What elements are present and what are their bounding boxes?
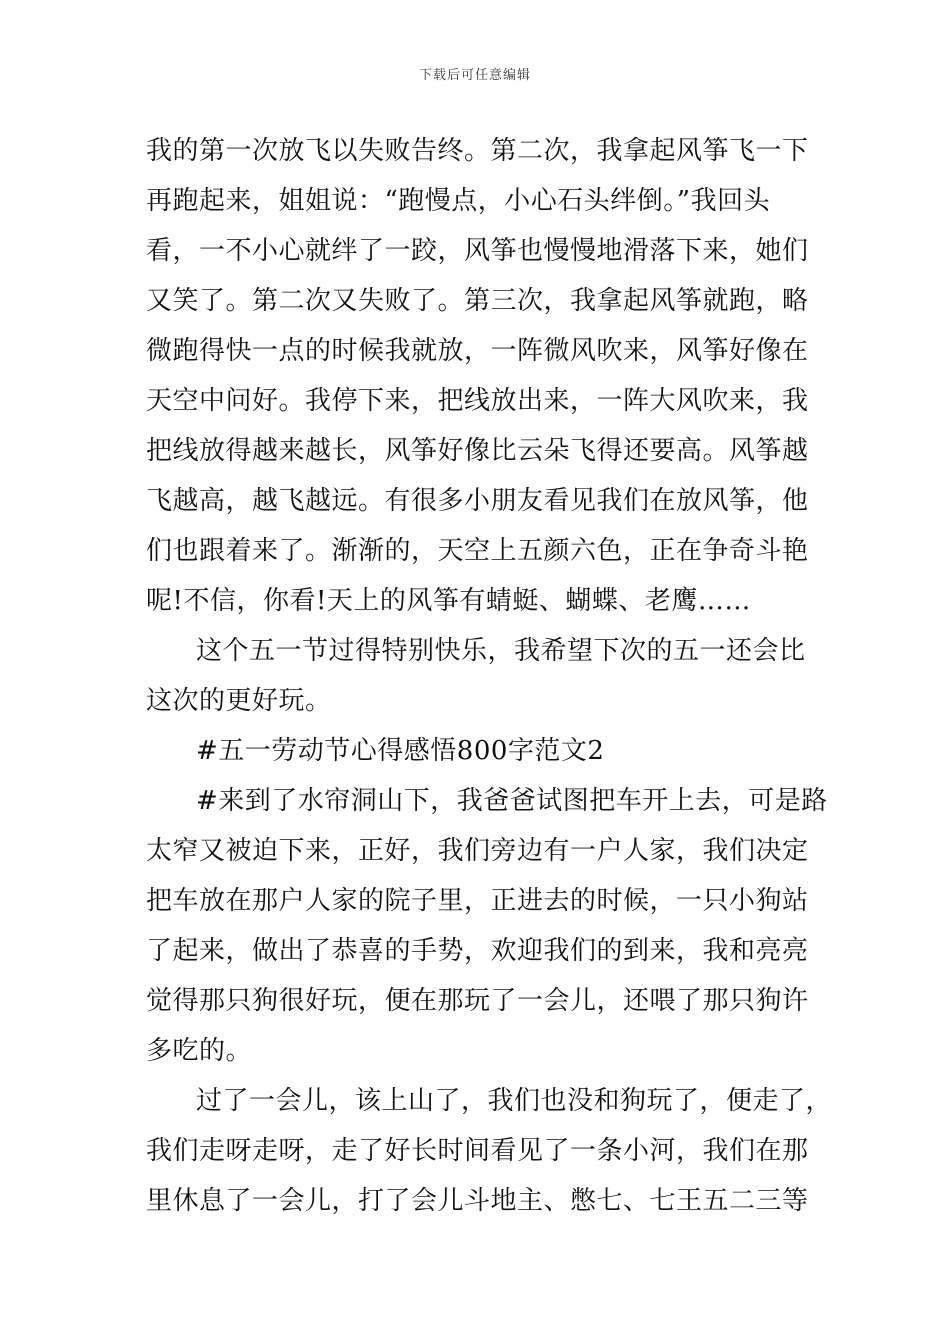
section-heading: #五一劳动节心得感悟800字范文2	[196, 736, 605, 766]
text-line: 里休息了一会儿，打了会儿斗地主、憋七、七王五二三等	[146, 1186, 809, 1216]
text-line: 把车放在那户人家的院子里，正进去的时候，一只小狗站	[146, 886, 809, 916]
text-line: 呢!不信，你看!天上的风筝有蜻蜓、蝴蝶、老鹰……	[146, 586, 751, 616]
document-body	[146, 126, 833, 1226]
text-line: 又笑了。第二次又失败了。第三次，我拿起风筝就跑，略	[146, 286, 809, 316]
text-line: 了起来，做出了恭喜的手势，欢迎我们的到来，我和亮亮	[146, 936, 809, 966]
paragraph-start-line: #来到了水帘洞山下，我爸爸试图把车开上去，可是路	[196, 786, 828, 816]
paragraph-start-line: 过了一会儿，该上山了，我们也没和狗玩了，便走了，	[196, 1086, 833, 1116]
text-line: 把线放得越来越长，风筝好像比云朵飞得还要高。风筝越	[146, 436, 809, 466]
text-line: 飞越高，越飞越远。有很多小朋友看见我们在放风筝，他	[146, 486, 809, 516]
text-line: 太窄又被迫下来，正好，我们旁边有一户人家，我们决定	[146, 836, 809, 866]
text-line: 再跑起来，姐姐说：“跑慢点，小心石头绊倒。”我回头	[146, 186, 771, 216]
text-line: 天空中问好。我停下来，把线放出来，一阵大风吹来，我	[146, 386, 809, 416]
text-line: 看，一不小心就绊了一跤，风筝也慢慢地滑落下来，她们	[146, 236, 809, 266]
text-line: 多吃的。	[146, 1036, 253, 1066]
paragraph-start-line: 这个五一节过得特别快乐，我希望下次的五一还会比	[196, 636, 806, 666]
text-line: 我们走呀走呀，走了好长时间看见了一条小河，我们在那	[146, 1136, 809, 1166]
text-line: 们也跟着来了。渐渐的，天空上五颜六色，正在争奇斗艳	[146, 536, 809, 566]
text-line: 这次的更好玩。	[146, 686, 332, 716]
text-line: 觉得那只狗很好玩，便在那玩了一会儿，还喂了那只狗许	[146, 986, 809, 1016]
text-line: 微跑得快一点的时候我就放，一阵微风吹来，风筝好像在	[146, 336, 809, 366]
page-header-note: 下载后可任意编辑	[418, 68, 531, 83]
text-line: 我的第一次放飞以失败告终。第二次，我拿起风筝飞一下	[146, 136, 809, 166]
